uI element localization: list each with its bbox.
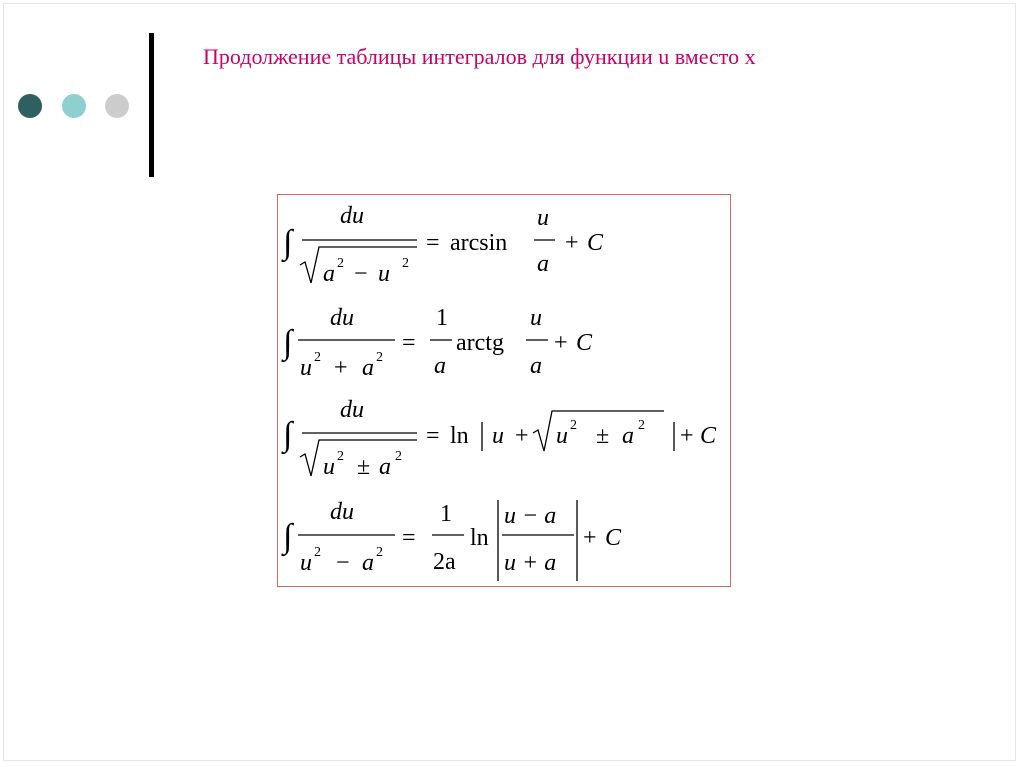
equals-sign: =	[426, 423, 440, 449]
frac-num: u	[537, 205, 549, 231]
integral-sign: ∫	[283, 324, 293, 361]
constant-c: C	[576, 330, 593, 356]
function-name: ln	[470, 525, 489, 551]
formula-canvas	[278, 195, 732, 588]
slide-title: Продолжение таблицы интегралов для функции u вместо x	[203, 44, 756, 69]
frac-den: a	[537, 251, 549, 277]
arg-exp: 2	[570, 418, 577, 433]
den-exp: 2	[314, 350, 321, 365]
function-name: ln	[450, 423, 469, 449]
numerator-du: du	[330, 499, 354, 525]
arg-exp: 2	[638, 418, 645, 433]
equals-sign: =	[402, 330, 416, 356]
bullet-dot-teal	[62, 94, 86, 118]
coef-num: 1	[436, 305, 448, 331]
formula-ln-sqrt	[281, 397, 717, 480]
frac-num: u	[530, 305, 542, 331]
den-plus: +	[334, 355, 348, 381]
numerator-du: du	[340, 203, 364, 229]
den-u: u	[300, 550, 312, 576]
den-u: u	[378, 261, 390, 287]
function-name: arctg	[456, 330, 504, 356]
den-minus: −	[336, 550, 350, 576]
den-exp: 2	[402, 256, 409, 271]
den-a: a	[362, 550, 374, 576]
title-divider	[149, 33, 154, 177]
integral-sign: ∫	[283, 224, 293, 261]
plus-sign: +	[680, 423, 694, 449]
den-a: a	[323, 261, 335, 287]
frac-den: u + a	[504, 550, 557, 576]
den-pm: ±	[357, 454, 371, 480]
den-u: u	[300, 355, 312, 381]
constant-c: C	[587, 230, 604, 256]
coef-den: 2a	[433, 549, 456, 575]
den-exp: 2	[337, 449, 344, 464]
formula-ln-fraction	[281, 499, 622, 581]
frac-num: u − a	[504, 503, 557, 529]
den-exp: 2	[376, 350, 383, 365]
arg-a: a	[622, 423, 634, 449]
constant-c: C	[605, 525, 622, 551]
den-exp: 2	[395, 449, 402, 464]
formula-table	[277, 194, 731, 587]
numerator-du: du	[340, 397, 364, 423]
den-u: u	[323, 454, 335, 480]
plus-sign: +	[554, 330, 568, 356]
arg-plus: +	[515, 423, 529, 449]
formula-arcsin	[281, 203, 604, 287]
coef-den: a	[434, 353, 446, 379]
den-exp: 2	[314, 545, 321, 560]
integral-sign: ∫	[283, 416, 293, 453]
equals-sign: =	[426, 230, 440, 256]
numerator-du: du	[330, 305, 354, 331]
bullet-dot-gray	[105, 94, 129, 118]
integral-sign: ∫	[283, 518, 293, 555]
den-exp: 2	[376, 545, 383, 560]
den-a: a	[379, 454, 391, 480]
bullet-dot-dark	[18, 94, 42, 118]
plus-sign: +	[565, 230, 579, 256]
den-exp: 2	[337, 256, 344, 271]
formula-arctg	[281, 305, 593, 381]
plus-sign: +	[583, 525, 597, 551]
function-name: arcsin	[450, 230, 508, 256]
equals-sign: =	[402, 525, 416, 551]
frac-den: a	[530, 353, 542, 379]
arg-u: u	[492, 423, 504, 449]
arg-u2: u	[556, 423, 568, 449]
den-minus: −	[354, 261, 368, 287]
den-a: a	[362, 355, 374, 381]
constant-c: C	[700, 423, 717, 449]
arg-pm: ±	[596, 423, 610, 449]
coef-num: 1	[440, 501, 452, 527]
